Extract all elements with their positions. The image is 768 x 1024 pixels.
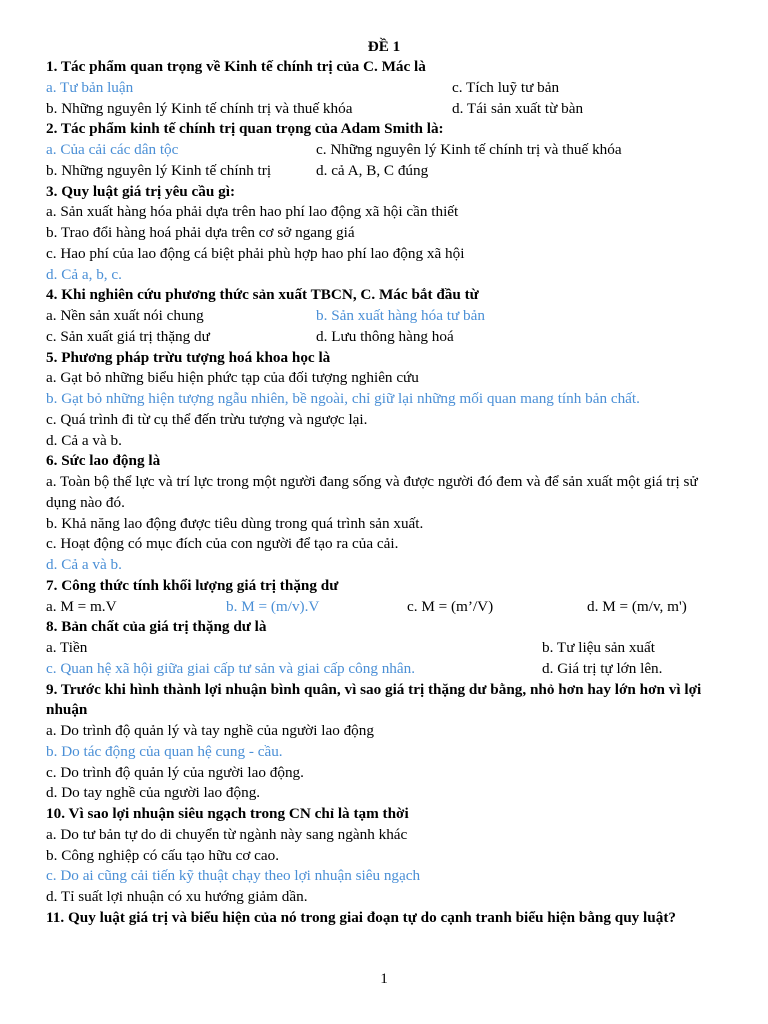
option-b: b. Những nguyên lý Kinh tế chính trị và thuế khóa (46, 99, 353, 117)
question-3: 3. Quy luật giá trị yêu cầu gì: (46, 182, 235, 200)
option-d: d. Tái sản xuất từ bàn (452, 99, 584, 117)
option-c: c. Do trình độ quản lý của người lao động. (46, 763, 304, 781)
option-d: d. M = (m/v, m') (587, 597, 687, 615)
options-row (46, 99, 722, 120)
page-number: 1 (380, 970, 388, 987)
option-a: a. Nền sản xuất nói chung (46, 307, 204, 324)
option-b: b. Gạt bỏ những hiện tượng ngẫu nhiên, bề ngoài, chỉ giữ lại những mối quan mang tính bản chất. (46, 390, 640, 407)
option-b: b. Trao đổi hàng hoá phải dựa trên cơ sở ngang giá (46, 224, 355, 241)
exam-page (46, 36, 722, 929)
option-a: a. Do tư bản tự do di chuyển từ ngành này sang ngành khác (46, 825, 408, 843)
option-b: b. M = (m/v).V (226, 597, 320, 615)
option-b: b. Tư liệu sản xuất (542, 639, 655, 656)
option-b: b. Công nghiệp có cấu tạo hữu cơ cao. (46, 846, 280, 864)
options-row (46, 161, 722, 182)
options-row (46, 597, 722, 618)
option-b: b. Sản xuất hàng hóa tư bản (316, 307, 485, 324)
option-c: c. Quan hệ xã hội giữa giai cấp tư sản và giai cấp công nhân. (46, 659, 416, 677)
option-d: d. Lưu thông hàng hoá (316, 327, 454, 345)
option-c: c. Sản xuất giá trị thặng dư (46, 327, 210, 345)
option-a: a. Sản xuất hàng hóa phải dựa trên hao phí lao động xã hội cần thiết (46, 203, 459, 221)
options-row (46, 659, 722, 680)
options-row (46, 327, 722, 348)
option-c: c. Tích luỹ tư bản (452, 78, 560, 96)
question-6: 6. Sức lao động là (46, 452, 161, 470)
options-row (46, 140, 722, 161)
option-d: d. cả A, B, C đúng (316, 161, 429, 179)
option-c: c. Những nguyên lý Kinh tế chính trị và thuế khóa (316, 141, 622, 158)
option-d: d. Cả a và b. (46, 431, 122, 449)
option-a: a. Tiền (46, 639, 88, 656)
question-2: 2. Tác phẩm kinh tế chính trị quan trọng của Adam Smith là: (46, 120, 444, 138)
option-d: d. Giá trị tự lớn lên. (542, 659, 663, 677)
option-a: a. Gạt bỏ những biểu hiện phức tạp của đối tượng nghiên cứu (46, 369, 419, 387)
option-c: c. Quá trình đi từ cụ thể đến trừu tượng và ngược lại. (46, 410, 368, 428)
question-11: 11. Quy luật giá trị và biểu hiện của nó trong giai đoạn tự do cạnh tranh biểu hiện bằng quy luật? (46, 908, 676, 926)
option-d: d. Do tay nghề của người lao động. (46, 784, 261, 802)
option-b: b. Do tác động của quan hệ cung - cầu. (46, 742, 283, 760)
exam-title: ĐỀ 1 (367, 38, 401, 55)
question-5: 5. Phương pháp trừu tượng hoá khoa học là (46, 348, 331, 366)
option-c: c. Do ai cũng cải tiến kỹ thuật chạy theo lợi nhuận siêu ngạch (46, 867, 421, 885)
option-c: c. Hoạt động có mục đích của con người để tạo ra của cải. (46, 535, 399, 553)
option-d: d. Tỉ suất lợi nhuận có xu hướng giảm dần. (46, 888, 308, 905)
option-a: a. Toàn bộ thể lực và trí lực trong một người đang sống và được người đó đem và để sản xuất một giá trị sử dụng nào đó. (46, 473, 698, 511)
options-row (46, 78, 722, 99)
question-10: 10. Vì sao lợi nhuận siêu ngạch trong CN chỉ là tạm thời (46, 805, 409, 822)
option-a: a. Của cải các dân tộc (46, 141, 179, 158)
option-a: a. Do trình độ quản lý và tay nghề của người lao động (46, 722, 374, 739)
question-1: 1. Tác phẩm quan trọng về Kinh tế chính trị của C. Mác là (46, 58, 426, 75)
question-7: 7. Công thức tính khối lượng giá trị thặng dư (46, 576, 339, 594)
option-a: a. Tư bản luận (46, 78, 134, 96)
option-c: c. M = (m’/V) (407, 597, 494, 615)
options-row (46, 306, 722, 327)
question-9: 9. Trước khi hình thành lợi nhuận bình quân, vì sao giá trị thặng dư bằng, nhỏ hơn hay lớn hơn vì lợi nhuận (46, 680, 702, 719)
option-b: b. Những nguyên lý Kinh tế chính trị (46, 161, 272, 179)
option-c: c. Hao phí của lao động cá biệt phải phù hợp hao phí lao động xã hội (46, 244, 465, 262)
option-d: d. Cả a, b, c. (46, 265, 122, 283)
option-d: d. Cả a và b. (46, 556, 122, 573)
options-row (46, 638, 722, 659)
question-8: 8. Bản chất của giá trị thặng dư là (46, 618, 267, 636)
option-a: a. M = m.V (46, 597, 117, 615)
question-4: 4. Khi nghiên cứu phương thức sản xuất TBCN, C. Mác bắt đầu từ (46, 286, 479, 304)
option-b: b. Khả năng lao động được tiêu dùng trong quá trình sản xuất. (46, 514, 424, 532)
